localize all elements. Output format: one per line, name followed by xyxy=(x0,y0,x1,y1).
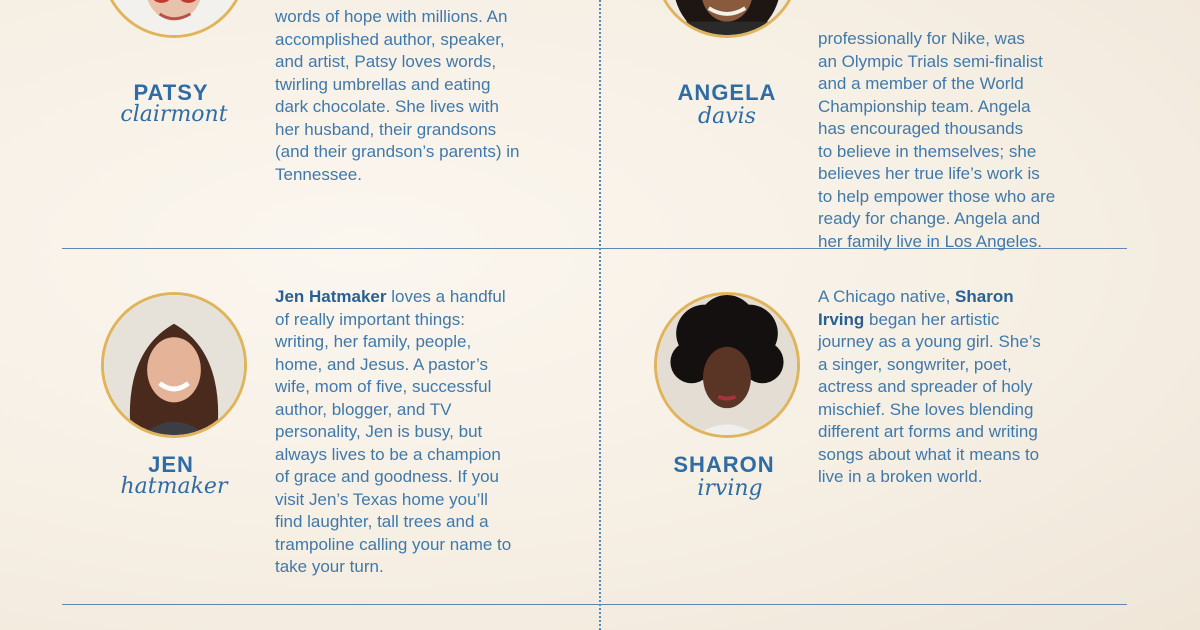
bio-line: her family live in Los Angeles. xyxy=(818,231,1042,251)
patsy-last-name: clairmont xyxy=(120,102,228,127)
patsy-bio xyxy=(275,6,519,186)
angela-bio xyxy=(818,28,1055,253)
bio-line: Championship team. Angela xyxy=(818,96,1031,116)
bio-line: home, and Jesus. A pastor’s xyxy=(275,354,488,374)
bio-line: songs about what it means to xyxy=(818,444,1040,464)
bio-line: personality, Jen is busy, but xyxy=(275,422,483,441)
sharon-name-bold-1: Sharon xyxy=(955,287,1014,306)
jen-first-name: JEN xyxy=(148,452,194,477)
bio-line: to help empower those who are xyxy=(818,186,1056,206)
bio-line-rest: loves a handful xyxy=(386,287,506,306)
jen-avatar xyxy=(101,292,247,438)
bio-line: different art forms and writing xyxy=(818,422,1038,441)
bio-line: always lives to be a champion xyxy=(275,444,501,464)
bio-line: and a member of the World xyxy=(818,74,1024,93)
bio-line: mischief. She loves blending xyxy=(818,399,1034,419)
bio-line xyxy=(818,286,1041,309)
bio-line: twirling umbrellas and eating xyxy=(275,74,491,94)
bio-line: wife, mom of five, successful xyxy=(275,377,492,396)
bio-line: live in a broken world. xyxy=(818,467,983,486)
center-divider xyxy=(599,0,601,630)
bio-line: of grace and goodness. If you xyxy=(275,467,499,486)
sharon-bio xyxy=(818,286,1041,489)
sharon-last-name: irving xyxy=(697,476,763,501)
bio-line: writing, her family, people, xyxy=(275,332,472,351)
bio-line: has encouraged thousands xyxy=(818,119,1024,138)
bio-line: actress and spreader of holy xyxy=(818,377,1033,396)
bio-line: a singer, songwriter, poet, xyxy=(818,354,1012,374)
bio-line: ready for change. Angela and xyxy=(818,209,1041,228)
bio-line: professionally for Nike, was xyxy=(818,29,1025,48)
patsy-first-name: PATSY xyxy=(133,80,209,105)
sharon-avatar xyxy=(654,292,800,438)
bio-line-lead: A Chicago native, xyxy=(818,287,956,306)
sharon-first-name: SHARON xyxy=(673,452,775,477)
bio-line: accomplished author, speaker, xyxy=(275,29,505,49)
bio-line: (and their grandson’s parents) in xyxy=(275,142,520,161)
jen-name-bold: Jen Hatmaker xyxy=(275,287,387,306)
angela-last-name: davis xyxy=(698,104,756,129)
jen-last-name: hatmaker xyxy=(120,474,228,499)
bio-line: find laughter, tall trees and a xyxy=(275,512,489,531)
bio-line: take your turn. xyxy=(275,557,384,576)
jen-bio xyxy=(275,286,511,579)
angela-avatar xyxy=(654,0,800,38)
bio-line: journey as a young girl. She’s xyxy=(818,332,1041,351)
bio-line: visit Jen’s Texas home you’ll xyxy=(275,489,488,509)
bio-line: her husband, their grandsons xyxy=(275,119,497,139)
bio-line-rest: began her artistic xyxy=(864,309,1000,329)
bio-line: trampoline calling your name to xyxy=(275,534,512,554)
bio-line: of really important things: xyxy=(275,309,465,329)
bio-line: believes her true life’s work is xyxy=(818,164,1040,183)
bio-line: and artist, Patsy loves words, xyxy=(275,52,497,71)
bio-line xyxy=(818,309,1041,332)
bio-line: an Olympic Trials semi-finalist xyxy=(818,51,1043,71)
bio-line: Tennessee. xyxy=(275,164,362,184)
bio-line: dark chocolate. She lives with xyxy=(275,97,499,116)
sharon-name-bold-2: Irving xyxy=(818,309,865,329)
bio-line: author, blogger, and TV xyxy=(275,399,452,419)
patsy-avatar xyxy=(101,0,247,38)
bio-line xyxy=(275,286,511,309)
bio-line: words of hope with millions. An xyxy=(275,7,508,26)
row-divider-2 xyxy=(62,604,1127,605)
bio-line: to believe in themselves; she xyxy=(818,141,1037,161)
angela-first-name: ANGELA xyxy=(677,80,777,105)
